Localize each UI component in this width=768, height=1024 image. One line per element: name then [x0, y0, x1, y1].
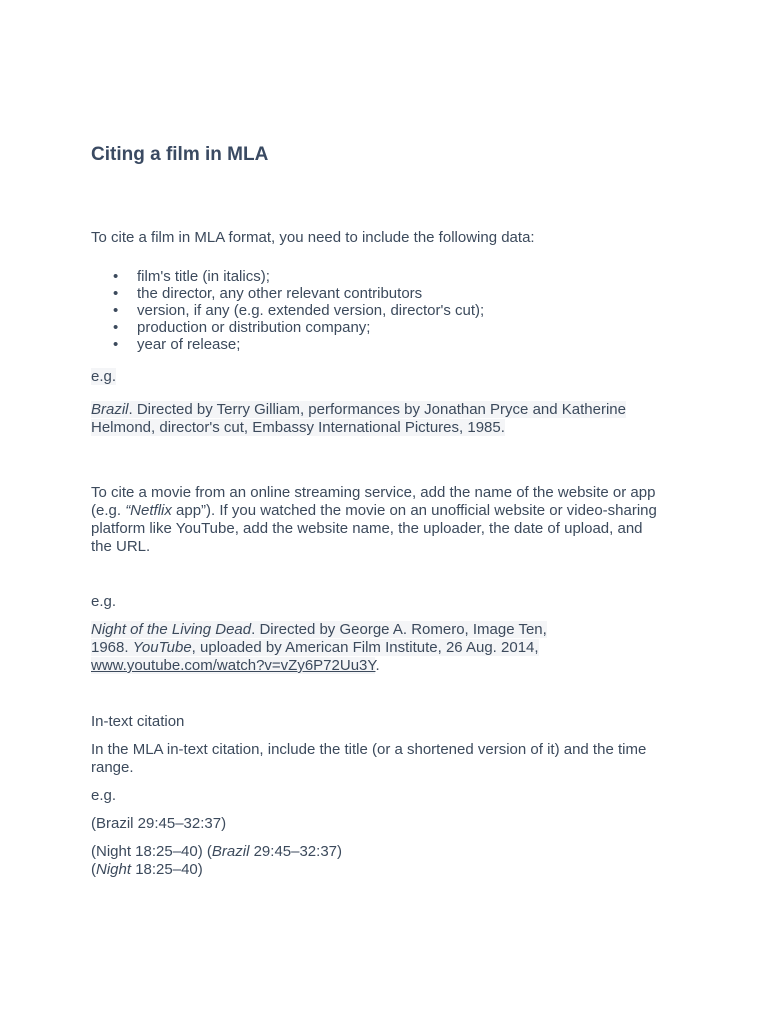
page-title: Citing a film in MLA [91, 144, 269, 165]
example-text: (Night 18:25–40) ( [91, 843, 212, 860]
example-text: 18:25–40) [131, 861, 203, 878]
citation-text: . [375, 657, 380, 674]
eg-label-text: e.g. [91, 368, 117, 385]
paragraph-line: To cite a movie from an online streaming service, add the name of the website or app [91, 484, 656, 501]
example-text: 29:45–32:37) [249, 843, 342, 860]
paragraph-line: (e.g. [91, 502, 126, 519]
example-citation-line [91, 639, 539, 656]
eg-label: e.g. [91, 593, 117, 610]
film-title: Night [96, 861, 132, 878]
citation-text: . Directed by Terry Gilliam, performances by Jonathan Pryce and Katherine [128, 401, 626, 418]
film-title: Brazil [91, 401, 129, 418]
citation-text: . Directed by George A. Romero, Image Ten, [251, 621, 547, 638]
required-data-list [91, 268, 691, 353]
example-citation-line [91, 401, 626, 418]
intext-examples [91, 843, 691, 879]
film-title: Brazil [211, 843, 250, 860]
list-item: • production or distribution company; [91, 319, 691, 336]
service-name: “Netflix [125, 502, 172, 519]
example-text: ( [91, 861, 96, 878]
streaming-paragraph [91, 484, 691, 556]
example-citation-line [91, 621, 547, 638]
paragraph-line: platform like YouTube, add the website name, the uploader, the date of upload, and [91, 520, 643, 537]
platform-name: YouTube [132, 639, 192, 656]
paragraph-line: In the MLA in-text citation, include the title (or a shortened version of it) and the time [91, 741, 647, 758]
intro-paragraph: To cite a film in MLA format, you need to include the following data: [91, 229, 535, 246]
example-citation-night [91, 621, 691, 675]
intext-paragraph [91, 741, 691, 777]
paragraph-line: app”). If you watched the movie on an unofficial website or video-sharing [171, 502, 657, 519]
intext-example-brazil: (Brazil 29:45–32:37) [91, 815, 227, 832]
citation-text: 1968. [91, 639, 133, 656]
example-citation-brazil [91, 401, 691, 437]
youtube-url-link[interactable]: www.youtube.com/watch?v=vZy6P72Uu3Y [91, 657, 376, 674]
paragraph-line: the URL. [91, 538, 151, 555]
intext-heading: In-text citation [91, 713, 185, 730]
eg-label: e.g. [91, 787, 117, 804]
citation-text: , uploaded by American Film Institute, 26 Aug. 2014, [191, 639, 539, 656]
list-item: • film's title (in italics); [91, 268, 691, 285]
list-item: • the director, any other relevant contributors [91, 285, 691, 302]
eg-label [91, 368, 691, 386]
list-item: • version, if any (e.g. extended version, director's cut); [91, 302, 691, 319]
list-item: • year of release; [91, 336, 691, 353]
film-title: Night of the Living Dead [91, 621, 252, 638]
paragraph-line: range. [91, 759, 134, 776]
citation-text: Helmond, director's cut, Embassy International Pictures, 1985. [91, 419, 505, 436]
